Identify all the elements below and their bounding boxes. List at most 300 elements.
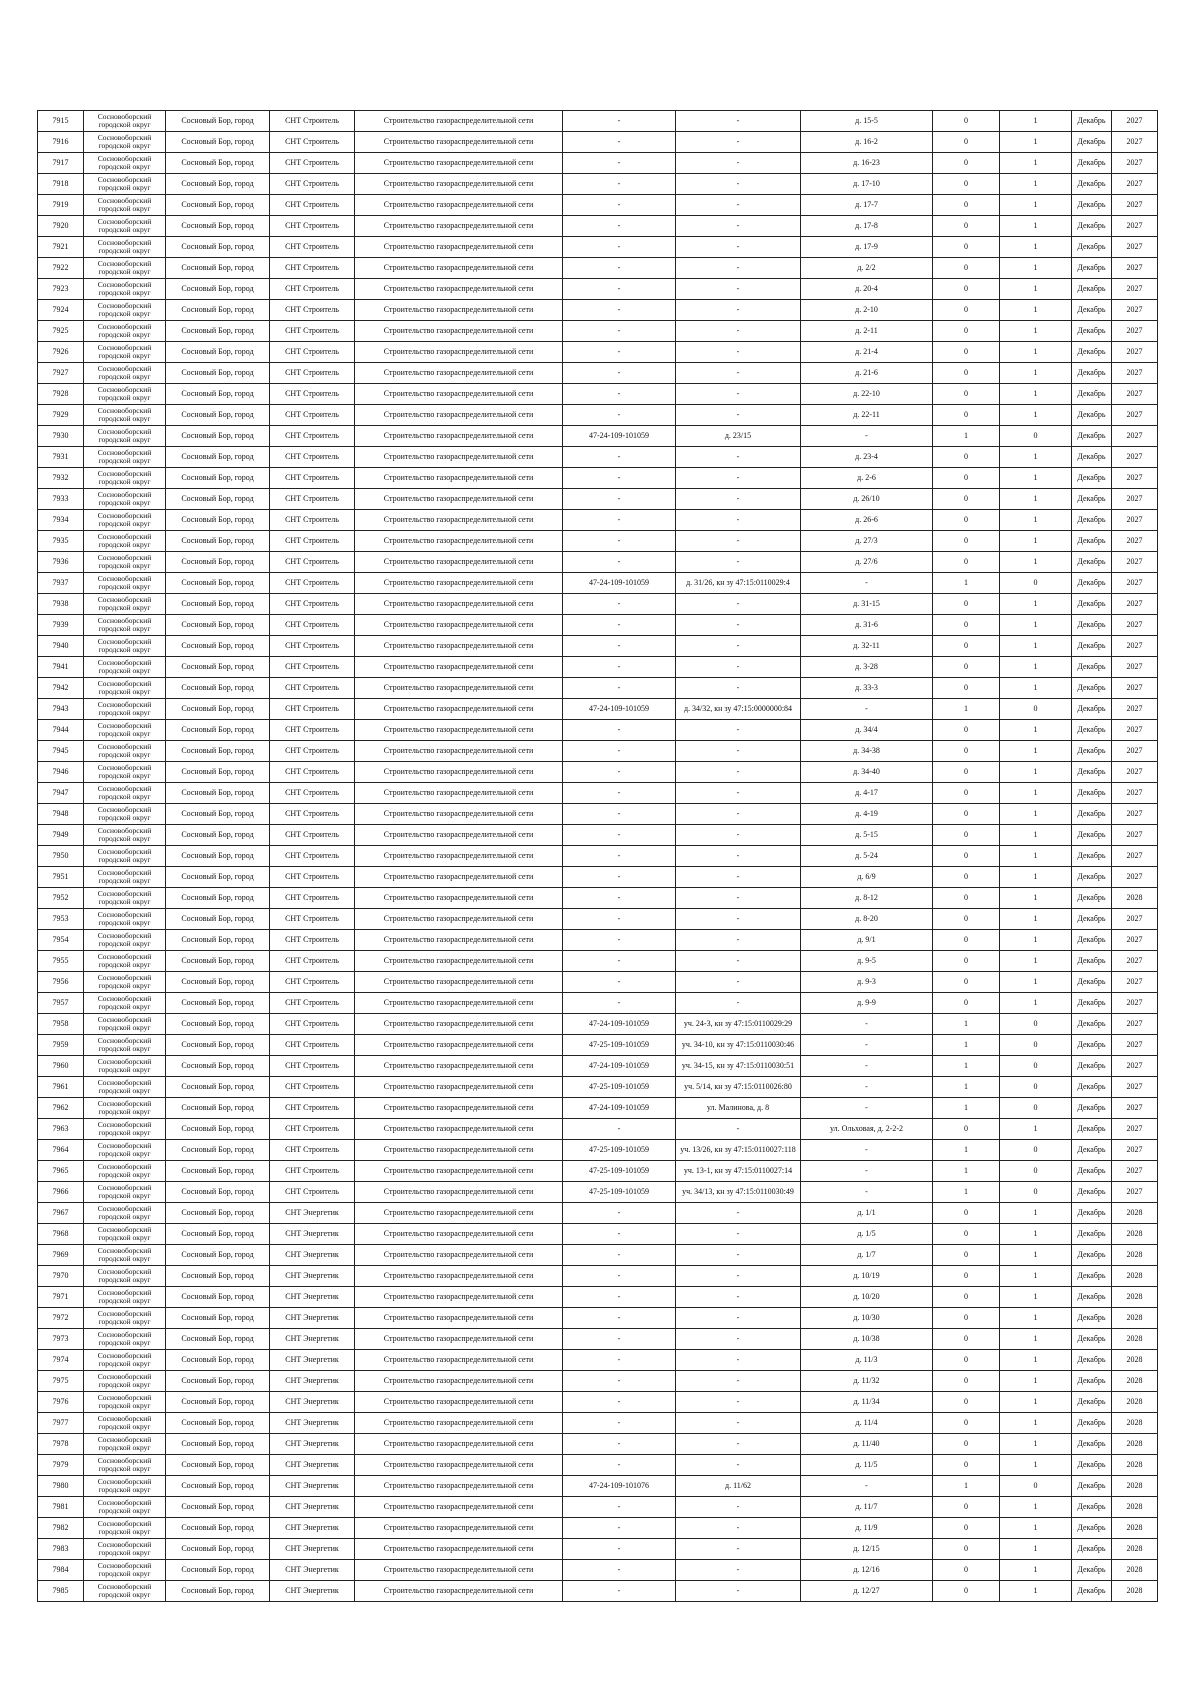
table-row bbox=[38, 1182, 1158, 1203]
cell-district: Сосновоборский городской округ bbox=[84, 552, 166, 573]
table-row bbox=[38, 636, 1158, 657]
cell-settlement: Сосновый Бор, город bbox=[166, 1329, 270, 1350]
cell-settlement: Сосновый Бор, город bbox=[166, 699, 270, 720]
cell-settlement: Сосновый Бор, город bbox=[166, 1203, 270, 1224]
cell-settlement: Сосновый Бор, город bbox=[166, 804, 270, 825]
cell-count-a: 0 bbox=[933, 636, 1000, 657]
cell-work-type: Строительство газораспределительной сети bbox=[355, 1161, 563, 1182]
cell-cadastral-address: - bbox=[676, 615, 801, 636]
cell-count-b: 1 bbox=[1000, 1539, 1072, 1560]
cell-year: 2027 bbox=[1112, 447, 1158, 468]
cell-snt-name: СНТ Строитель bbox=[270, 1119, 355, 1140]
cell-cadastral-address: д. 31/26, кн зу 47:15:0110029:4 bbox=[676, 573, 801, 594]
cell-month: Декабрь bbox=[1072, 930, 1112, 951]
cell-count-a: 1 bbox=[933, 1035, 1000, 1056]
cell-cadastral-address: - bbox=[676, 489, 801, 510]
cell-house-address: д. 17-9 bbox=[801, 237, 933, 258]
cell-district: Сосновоборский городской округ bbox=[84, 1203, 166, 1224]
cell-permit-number: - bbox=[563, 279, 676, 300]
cell-snt-name: СНТ Строитель bbox=[270, 615, 355, 636]
cell-cadastral-address: - bbox=[676, 657, 801, 678]
cell-cadastral-address: - bbox=[676, 1581, 801, 1602]
cell-district: Сосновоборский городской округ bbox=[84, 573, 166, 594]
cell-count-b: 1 bbox=[1000, 237, 1072, 258]
cell-year: 2027 bbox=[1112, 279, 1158, 300]
cell-month: Декабрь bbox=[1072, 888, 1112, 909]
table-row bbox=[38, 1140, 1158, 1161]
table-row bbox=[38, 888, 1158, 909]
cell-district: Сосновоборский городской округ bbox=[84, 825, 166, 846]
cell-settlement: Сосновый Бор, город bbox=[166, 594, 270, 615]
cell-house-address: д. 32-11 bbox=[801, 636, 933, 657]
cell-month: Декабрь bbox=[1072, 1224, 1112, 1245]
cell-permit-number: - bbox=[563, 594, 676, 615]
cell-cadastral-address: - bbox=[676, 153, 801, 174]
cell-count-a: 0 bbox=[933, 909, 1000, 930]
table-row bbox=[38, 1371, 1158, 1392]
cell-count-b: 1 bbox=[1000, 1308, 1072, 1329]
cell-cadastral-address: - bbox=[676, 363, 801, 384]
cell-year: 2027 bbox=[1112, 1182, 1158, 1203]
table-row bbox=[38, 1581, 1158, 1602]
cell-work-type: Строительство газораспределительной сети bbox=[355, 132, 563, 153]
cell-month: Декабрь bbox=[1072, 1497, 1112, 1518]
cell-year: 2027 bbox=[1112, 384, 1158, 405]
cell-house-address: д. 3-28 bbox=[801, 657, 933, 678]
cell-house-address: д. 2-11 bbox=[801, 321, 933, 342]
cell-work-type: Строительство газораспределительной сети bbox=[355, 363, 563, 384]
cell-work-type: Строительство газораспределительной сети bbox=[355, 1476, 563, 1497]
cell-house-address: д. 17-7 bbox=[801, 195, 933, 216]
cell-count-b: 0 bbox=[1000, 1098, 1072, 1119]
cell-month: Декабрь bbox=[1072, 825, 1112, 846]
cell-work-type: Строительство газораспределительной сети bbox=[355, 1560, 563, 1581]
cell-count-b: 1 bbox=[1000, 1497, 1072, 1518]
table-row bbox=[38, 762, 1158, 783]
cell-house-address: д. 1/1 bbox=[801, 1203, 933, 1224]
cell-count-a: 0 bbox=[933, 1392, 1000, 1413]
cell-count-a: 0 bbox=[933, 1371, 1000, 1392]
cell-snt-name: СНТ Строитель bbox=[270, 1140, 355, 1161]
cell-district: Сосновоборский городской округ bbox=[84, 762, 166, 783]
cell-cadastral-address: - bbox=[676, 1413, 801, 1434]
cell-work-type: Строительство газораспределительной сети bbox=[355, 1245, 563, 1266]
cell-row-number: 7971 bbox=[38, 1287, 84, 1308]
cell-permit-number: - bbox=[563, 552, 676, 573]
cell-house-address: д. 16-23 bbox=[801, 153, 933, 174]
table-row bbox=[38, 174, 1158, 195]
cell-permit-number: - bbox=[563, 216, 676, 237]
cell-cadastral-address: - bbox=[676, 468, 801, 489]
cell-work-type: Строительство газораспределительной сети bbox=[355, 783, 563, 804]
cell-work-type: Строительство газораспределительной сети bbox=[355, 1203, 563, 1224]
cell-count-b: 1 bbox=[1000, 1350, 1072, 1371]
cell-permit-number: - bbox=[563, 720, 676, 741]
cell-permit-number: - bbox=[563, 1413, 676, 1434]
cell-snt-name: СНТ Энергетик bbox=[270, 1224, 355, 1245]
cell-settlement: Сосновый Бор, город bbox=[166, 1014, 270, 1035]
cell-row-number: 7972 bbox=[38, 1308, 84, 1329]
cell-month: Декабрь bbox=[1072, 678, 1112, 699]
cell-year: 2027 bbox=[1112, 594, 1158, 615]
cell-count-a: 0 bbox=[933, 1266, 1000, 1287]
cell-month: Декабрь bbox=[1072, 1413, 1112, 1434]
cell-house-address: д. 21-6 bbox=[801, 363, 933, 384]
cell-district: Сосновоборский городской округ bbox=[84, 1329, 166, 1350]
cell-month: Декабрь bbox=[1072, 111, 1112, 132]
cell-month: Декабрь bbox=[1072, 720, 1112, 741]
cell-settlement: Сосновый Бор, город bbox=[166, 1539, 270, 1560]
cell-count-a: 1 bbox=[933, 1098, 1000, 1119]
cell-count-a: 1 bbox=[933, 1182, 1000, 1203]
cell-cadastral-address: - bbox=[676, 1539, 801, 1560]
cell-permit-number: - bbox=[563, 342, 676, 363]
cell-month: Декабрь bbox=[1072, 489, 1112, 510]
cell-month: Декабрь bbox=[1072, 1434, 1112, 1455]
cell-count-a: 0 bbox=[933, 1413, 1000, 1434]
cell-permit-number: - bbox=[563, 636, 676, 657]
table-row bbox=[38, 594, 1158, 615]
cell-permit-number: - bbox=[563, 930, 676, 951]
cell-house-address: д. 11/9 bbox=[801, 1518, 933, 1539]
cell-district: Сосновоборский городской округ bbox=[84, 258, 166, 279]
table-row bbox=[38, 279, 1158, 300]
cell-district: Сосновоборский городской округ bbox=[84, 468, 166, 489]
cell-snt-name: СНТ Строитель bbox=[270, 594, 355, 615]
cell-work-type: Строительство газораспределительной сети bbox=[355, 216, 563, 237]
cell-district: Сосновоборский городской округ bbox=[84, 993, 166, 1014]
cell-district: Сосновоборский городской округ bbox=[84, 1539, 166, 1560]
gas-network-table-sheet bbox=[37, 110, 1157, 1602]
cell-count-a: 0 bbox=[933, 720, 1000, 741]
cell-settlement: Сосновый Бор, город bbox=[166, 1497, 270, 1518]
cell-snt-name: СНТ Строитель bbox=[270, 720, 355, 741]
cell-year: 2028 bbox=[1112, 1560, 1158, 1581]
cell-count-a: 0 bbox=[933, 132, 1000, 153]
cell-month: Декабрь bbox=[1072, 741, 1112, 762]
cell-settlement: Сосновый Бор, город bbox=[166, 909, 270, 930]
cell-snt-name: СНТ Энергетик bbox=[270, 1539, 355, 1560]
cell-month: Декабрь bbox=[1072, 258, 1112, 279]
cell-month: Декабрь bbox=[1072, 1518, 1112, 1539]
cell-count-b: 0 bbox=[1000, 573, 1072, 594]
cell-settlement: Сосновый Бор, город bbox=[166, 867, 270, 888]
cell-count-b: 1 bbox=[1000, 447, 1072, 468]
cell-district: Сосновоборский городской округ bbox=[84, 1413, 166, 1434]
cell-snt-name: СНТ Строитель bbox=[270, 762, 355, 783]
table-row bbox=[38, 1203, 1158, 1224]
cell-count-a: 0 bbox=[933, 930, 1000, 951]
cell-district: Сосновоборский городской округ bbox=[84, 1098, 166, 1119]
cell-work-type: Строительство газораспределительной сети bbox=[355, 741, 563, 762]
cell-cadastral-address: - bbox=[676, 1203, 801, 1224]
cell-settlement: Сосновый Бор, город bbox=[166, 1161, 270, 1182]
cell-month: Декабрь bbox=[1072, 468, 1112, 489]
cell-permit-number: - bbox=[563, 1371, 676, 1392]
cell-month: Декабрь bbox=[1072, 1161, 1112, 1182]
cell-count-b: 1 bbox=[1000, 678, 1072, 699]
cell-snt-name: СНТ Строитель bbox=[270, 804, 355, 825]
cell-snt-name: СНТ Энергетик bbox=[270, 1560, 355, 1581]
cell-row-number: 7956 bbox=[38, 972, 84, 993]
cell-count-b: 1 bbox=[1000, 174, 1072, 195]
cell-count-b: 1 bbox=[1000, 1245, 1072, 1266]
cell-house-address: д. 4-17 bbox=[801, 783, 933, 804]
cell-snt-name: СНТ Строитель bbox=[270, 993, 355, 1014]
cell-row-number: 7951 bbox=[38, 867, 84, 888]
cell-house-address: - bbox=[801, 1476, 933, 1497]
cell-row-number: 7934 bbox=[38, 510, 84, 531]
cell-snt-name: СНТ Строитель bbox=[270, 489, 355, 510]
cell-row-number: 7943 bbox=[38, 699, 84, 720]
cell-permit-number: - bbox=[563, 132, 676, 153]
cell-count-a: 0 bbox=[933, 615, 1000, 636]
table-row bbox=[38, 489, 1158, 510]
cell-permit-number: - bbox=[563, 867, 676, 888]
cell-snt-name: СНТ Энергетик bbox=[270, 1266, 355, 1287]
cell-row-number: 7947 bbox=[38, 783, 84, 804]
cell-row-number: 7967 bbox=[38, 1203, 84, 1224]
cell-year: 2028 bbox=[1112, 1350, 1158, 1371]
cell-count-b: 1 bbox=[1000, 1455, 1072, 1476]
cell-row-number: 7957 bbox=[38, 993, 84, 1014]
cell-work-type: Строительство газораспределительной сети bbox=[355, 1371, 563, 1392]
cell-month: Декабрь bbox=[1072, 1455, 1112, 1476]
cell-count-b: 1 bbox=[1000, 405, 1072, 426]
cell-permit-number: - bbox=[563, 783, 676, 804]
cell-work-type: Строительство газораспределительной сети bbox=[355, 972, 563, 993]
table-row bbox=[38, 657, 1158, 678]
cell-month: Декабрь bbox=[1072, 636, 1112, 657]
cell-snt-name: СНТ Строитель bbox=[270, 153, 355, 174]
cell-snt-name: СНТ Энергетик bbox=[270, 1287, 355, 1308]
cell-count-b: 1 bbox=[1000, 279, 1072, 300]
cell-permit-number: - bbox=[563, 300, 676, 321]
cell-cadastral-address: - bbox=[676, 174, 801, 195]
cell-month: Декабрь bbox=[1072, 657, 1112, 678]
cell-count-b: 0 bbox=[1000, 1035, 1072, 1056]
cell-year: 2027 bbox=[1112, 678, 1158, 699]
cell-district: Сосновоборский городской округ bbox=[84, 321, 166, 342]
cell-row-number: 7937 bbox=[38, 573, 84, 594]
cell-count-a: 0 bbox=[933, 384, 1000, 405]
cell-count-b: 1 bbox=[1000, 909, 1072, 930]
cell-snt-name: СНТ Строитель bbox=[270, 216, 355, 237]
cell-district: Сосновоборский городской округ bbox=[84, 1224, 166, 1245]
cell-year: 2027 bbox=[1112, 405, 1158, 426]
cell-house-address: д. 8-20 bbox=[801, 909, 933, 930]
table-row bbox=[38, 573, 1158, 594]
table-row bbox=[38, 384, 1158, 405]
cell-year: 2028 bbox=[1112, 1329, 1158, 1350]
cell-house-address: - bbox=[801, 1056, 933, 1077]
cell-settlement: Сосновый Бор, город bbox=[166, 216, 270, 237]
cell-count-b: 1 bbox=[1000, 972, 1072, 993]
cell-row-number: 7919 bbox=[38, 195, 84, 216]
cell-work-type: Строительство газораспределительной сети bbox=[355, 804, 563, 825]
cell-month: Декабрь bbox=[1072, 1119, 1112, 1140]
cell-year: 2027 bbox=[1112, 426, 1158, 447]
cell-cadastral-address: - bbox=[676, 825, 801, 846]
cell-year: 2027 bbox=[1112, 552, 1158, 573]
cell-row-number: 7923 bbox=[38, 279, 84, 300]
cell-cadastral-address: - bbox=[676, 804, 801, 825]
cell-count-b: 1 bbox=[1000, 888, 1072, 909]
table-row bbox=[38, 468, 1158, 489]
cell-settlement: Сосновый Бор, город bbox=[166, 888, 270, 909]
cell-count-a: 0 bbox=[933, 783, 1000, 804]
cell-row-number: 7920 bbox=[38, 216, 84, 237]
cell-count-b: 1 bbox=[1000, 1224, 1072, 1245]
cell-month: Декабрь bbox=[1072, 153, 1112, 174]
cell-work-type: Строительство газораспределительной сети bbox=[355, 111, 563, 132]
cell-house-address: д. 12/16 bbox=[801, 1560, 933, 1581]
cell-row-number: 7961 bbox=[38, 1077, 84, 1098]
cell-count-b: 1 bbox=[1000, 531, 1072, 552]
cell-district: Сосновоборский городской округ bbox=[84, 1455, 166, 1476]
cell-permit-number: - bbox=[563, 489, 676, 510]
cell-year: 2027 bbox=[1112, 972, 1158, 993]
cell-work-type: Строительство газораспределительной сети bbox=[355, 699, 563, 720]
cell-row-number: 7955 bbox=[38, 951, 84, 972]
table-row bbox=[38, 1056, 1158, 1077]
cell-permit-number: - bbox=[563, 111, 676, 132]
cell-permit-number: 47-24-109-101059 bbox=[563, 699, 676, 720]
cell-count-b: 1 bbox=[1000, 804, 1072, 825]
cell-count-b: 1 bbox=[1000, 1329, 1072, 1350]
cell-year: 2027 bbox=[1112, 510, 1158, 531]
cell-district: Сосновоборский городской округ bbox=[84, 657, 166, 678]
cell-house-address: д. 10/19 bbox=[801, 1266, 933, 1287]
cell-house-address: д. 1/7 bbox=[801, 1245, 933, 1266]
cell-settlement: Сосновый Бор, город bbox=[166, 1140, 270, 1161]
cell-permit-number: - bbox=[563, 510, 676, 531]
cell-row-number: 7973 bbox=[38, 1329, 84, 1350]
cell-permit-number: 47-24-109-101059 bbox=[563, 1056, 676, 1077]
cell-settlement: Сосновый Бор, город bbox=[166, 1560, 270, 1581]
cell-count-a: 0 bbox=[933, 825, 1000, 846]
cell-district: Сосновоборский городской округ bbox=[84, 1140, 166, 1161]
table-row bbox=[38, 804, 1158, 825]
cell-house-address: д. 15-5 bbox=[801, 111, 933, 132]
cell-work-type: Строительство газораспределительной сети bbox=[355, 867, 563, 888]
cell-cadastral-address: - bbox=[676, 846, 801, 867]
cell-month: Декабрь bbox=[1072, 783, 1112, 804]
cell-house-address: д. 17-10 bbox=[801, 174, 933, 195]
cell-snt-name: СНТ Строитель bbox=[270, 279, 355, 300]
cell-cadastral-address: - bbox=[676, 720, 801, 741]
cell-work-type: Строительство газораспределительной сети bbox=[355, 195, 563, 216]
cell-permit-number: - bbox=[563, 1266, 676, 1287]
cell-row-number: 7960 bbox=[38, 1056, 84, 1077]
cell-house-address: - bbox=[801, 1098, 933, 1119]
cell-row-number: 7980 bbox=[38, 1476, 84, 1497]
cell-settlement: Сосновый Бор, город bbox=[166, 1119, 270, 1140]
cell-count-b: 1 bbox=[1000, 300, 1072, 321]
cell-house-address: д. 9-3 bbox=[801, 972, 933, 993]
cell-settlement: Сосновый Бор, город bbox=[166, 615, 270, 636]
cell-snt-name: СНТ Энергетик bbox=[270, 1581, 355, 1602]
cell-settlement: Сосновый Бор, город bbox=[166, 363, 270, 384]
cell-district: Сосновоборский городской округ bbox=[84, 846, 166, 867]
cell-permit-number: - bbox=[563, 258, 676, 279]
cell-snt-name: СНТ Строитель bbox=[270, 510, 355, 531]
table-row bbox=[38, 1035, 1158, 1056]
cell-cadastral-address: - bbox=[676, 531, 801, 552]
cell-snt-name: СНТ Строитель bbox=[270, 636, 355, 657]
cell-work-type: Строительство газораспределительной сети bbox=[355, 531, 563, 552]
cell-settlement: Сосновый Бор, город bbox=[166, 1308, 270, 1329]
cell-settlement: Сосновый Бор, город bbox=[166, 846, 270, 867]
cell-permit-number: - bbox=[563, 615, 676, 636]
table-row bbox=[38, 720, 1158, 741]
cell-year: 2027 bbox=[1112, 720, 1158, 741]
cell-permit-number: - bbox=[563, 678, 676, 699]
cell-count-b: 0 bbox=[1000, 1014, 1072, 1035]
cell-settlement: Сосновый Бор, город bbox=[166, 1413, 270, 1434]
cell-house-address: д. 12/15 bbox=[801, 1539, 933, 1560]
cell-settlement: Сосновый Бор, город bbox=[166, 1455, 270, 1476]
cell-snt-name: СНТ Строитель bbox=[270, 783, 355, 804]
cell-year: 2027 bbox=[1112, 1161, 1158, 1182]
cell-district: Сосновоборский городской округ bbox=[84, 510, 166, 531]
cell-settlement: Сосновый Бор, город bbox=[166, 510, 270, 531]
cell-cadastral-address: - bbox=[676, 951, 801, 972]
cell-settlement: Сосновый Бор, город bbox=[166, 300, 270, 321]
cell-count-b: 1 bbox=[1000, 825, 1072, 846]
cell-count-a: 0 bbox=[933, 552, 1000, 573]
table-row bbox=[38, 1161, 1158, 1182]
cell-count-a: 0 bbox=[933, 594, 1000, 615]
cell-month: Декабрь bbox=[1072, 804, 1112, 825]
cell-snt-name: СНТ Строитель bbox=[270, 531, 355, 552]
cell-row-number: 7968 bbox=[38, 1224, 84, 1245]
cell-settlement: Сосновый Бор, город bbox=[166, 972, 270, 993]
cell-district: Сосновоборский городской округ bbox=[84, 699, 166, 720]
cell-snt-name: СНТ Строитель bbox=[270, 678, 355, 699]
cell-year: 2027 bbox=[1112, 1014, 1158, 1035]
cell-snt-name: СНТ Энергетик bbox=[270, 1203, 355, 1224]
table-row bbox=[38, 321, 1158, 342]
cell-house-address: д. 22-10 bbox=[801, 384, 933, 405]
table-row bbox=[38, 1539, 1158, 1560]
cell-settlement: Сосновый Бор, город bbox=[166, 468, 270, 489]
cell-snt-name: СНТ Строитель bbox=[270, 1056, 355, 1077]
cell-month: Декабрь bbox=[1072, 531, 1112, 552]
cell-cadastral-address: д. 34/32, кн зу 47:15:0000000:84 bbox=[676, 699, 801, 720]
cell-district: Сосновоборский городской округ bbox=[84, 867, 166, 888]
cell-count-a: 0 bbox=[933, 258, 1000, 279]
cell-count-a: 0 bbox=[933, 846, 1000, 867]
cell-settlement: Сосновый Бор, город bbox=[166, 1476, 270, 1497]
table-row bbox=[38, 426, 1158, 447]
cell-year: 2027 bbox=[1112, 615, 1158, 636]
cell-year: 2027 bbox=[1112, 993, 1158, 1014]
cell-cadastral-address: - bbox=[676, 111, 801, 132]
cell-row-number: 7979 bbox=[38, 1455, 84, 1476]
cell-district: Сосновоборский городской округ bbox=[84, 951, 166, 972]
cell-district: Сосновоборский городской округ bbox=[84, 615, 166, 636]
table-row bbox=[38, 909, 1158, 930]
cell-month: Декабрь bbox=[1072, 1308, 1112, 1329]
cell-permit-number: - bbox=[563, 846, 676, 867]
table-row bbox=[38, 300, 1158, 321]
cell-count-b: 1 bbox=[1000, 384, 1072, 405]
cell-month: Декабрь bbox=[1072, 699, 1112, 720]
table-row bbox=[38, 699, 1158, 720]
cell-permit-number: - bbox=[563, 972, 676, 993]
cell-cadastral-address: - bbox=[676, 216, 801, 237]
